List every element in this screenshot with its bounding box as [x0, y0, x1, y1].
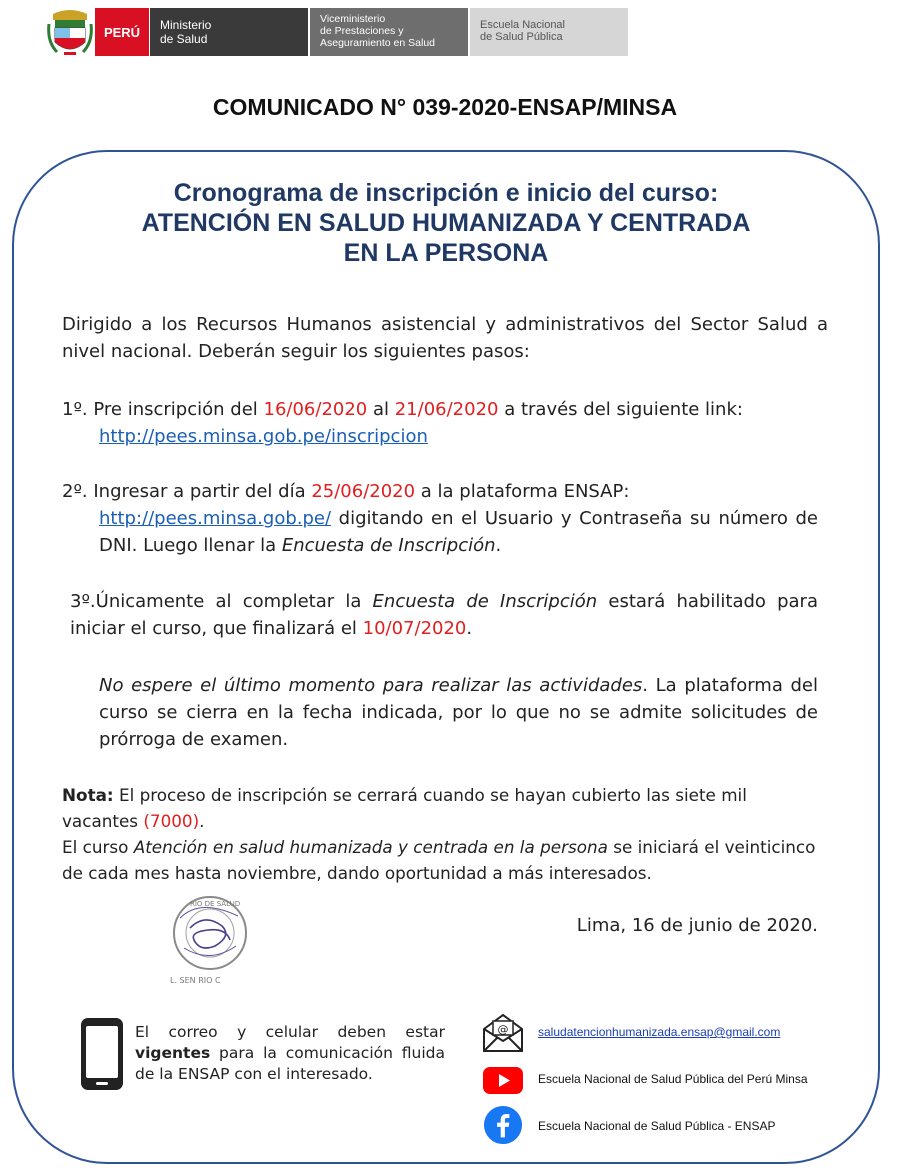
course-title	[60, 178, 832, 268]
nota-text2-rest: se iniciará el veinticinco de cada mes hasta noviembre, dando oportunidad a más interesados.	[62, 837, 816, 883]
facebook-contact[interactable]: Escuela Nacional de Salud Pública - ENSAP	[538, 1119, 776, 1133]
escuela-badge	[470, 8, 628, 56]
title-line1: Cronograma de inscripción e inicio del curso:	[173, 179, 719, 207]
nota-vacantes: (7000)	[143, 811, 200, 831]
step-2	[62, 478, 818, 559]
peru-badge	[95, 8, 149, 56]
nota-text2-italic: Atención en salud humanizada y centrada en la persona	[133, 837, 608, 857]
step3-prefix: 3º.Únicamente al completar la	[70, 591, 373, 612]
youtube-contact[interactable]: Escuela Nacional de Salud Pública del Perú Minsa	[538, 1072, 808, 1086]
warning-italic: No espere el último momento para realizar las actividades	[99, 675, 643, 696]
nota-text2-prefix: El curso	[62, 837, 134, 857]
comunicado-title: COMUNICADO N° 039-2020-ENSAP/MINSA	[212, 94, 678, 120]
peru-coat-of-arms-icon	[47, 8, 93, 58]
step2-prefix: 2º. Ingresar a partir del día	[62, 481, 312, 502]
step1-date-end: 21/06/2020	[394, 399, 499, 420]
seal-top-text: RIO DE SALUD	[190, 900, 241, 908]
step3-italic: Encuesta de Inscripción	[372, 591, 598, 612]
facebook-icon	[482, 1105, 524, 1145]
nota-text1: El proceso de inscripción se cerrará cuando se hayan cubierto las siete mil vacantes	[62, 785, 747, 831]
vice-line1: Viceministerio	[320, 13, 386, 25]
intro-paragraph: Dirigido a los Recursos Humanos asistencial y administrativos del Sector Salud a nivel nacional. Deberán seguir los siguientes pasos:	[62, 314, 828, 362]
step-3	[70, 588, 818, 642]
ministerio-line1: Ministerio	[160, 18, 212, 32]
official-seal-signature	[160, 888, 280, 988]
nota-text1-end: .	[199, 811, 205, 831]
step2-date: 25/06/2020	[311, 481, 416, 502]
svg-text:@: @	[497, 1023, 509, 1036]
peru-label: PERÚ	[103, 24, 141, 40]
step1-middle: al	[367, 399, 395, 420]
youtube-icon	[482, 1060, 524, 1100]
step3-wrap	[70, 588, 818, 642]
step2-middle: a la plataforma ENSAP:	[415, 481, 630, 502]
nota-paragraph	[62, 782, 822, 886]
phone-text-bold: vigentes	[135, 1044, 211, 1062]
email-link[interactable]: saludatencionhumanizada.ensap@gmail.com	[538, 1025, 781, 1039]
title-line2: ATENCIÓN EN SALUD HUMANIZADA Y CENTRADA	[141, 209, 751, 237]
content-frame	[12, 150, 880, 1164]
vice-line3: Aseguramiento en Salud	[320, 37, 435, 49]
nota-label: Nota:	[62, 785, 114, 805]
step1-prefix: 1º. Pre inscripción del	[62, 399, 264, 420]
step3-date: 10/07/2020	[362, 618, 467, 639]
escuela-line1: Escuela Nacional	[480, 19, 565, 31]
vice-line2: de Prestaciones y	[320, 25, 404, 37]
phone-notice	[135, 1022, 445, 1085]
warning-rest: . La plataforma del curso se cierra en la fecha indicada, por lo que no se admite solicitudes de prórroga de examen.	[99, 675, 818, 750]
step2-italic: Encuesta de Inscripción	[281, 535, 496, 556]
phone-text-rest: para la comunicación fluida de la ENSAP con el interesado.	[135, 1044, 445, 1083]
phone-text-prefix: El correo y celular deben estar	[135, 1023, 445, 1041]
step2-end: .	[495, 535, 502, 556]
inscripcion-link[interactable]: http://pees.minsa.gob.pe/inscripcion	[99, 426, 428, 447]
title-line3: EN LA PERSONA	[343, 239, 549, 267]
ministerio-badge	[150, 8, 308, 56]
step1-date-start: 16/06/2020	[263, 399, 368, 420]
email-contact	[538, 1025, 780, 1039]
step2-rest: digitando en el Usuario y Contraseña su número de DNI. Luego llenar la	[99, 508, 818, 556]
seal-bottom-text: L. SEN RIO C	[170, 976, 221, 985]
pees-link[interactable]: http://pees.minsa.gob.pe/	[99, 508, 332, 529]
email-icon	[482, 1013, 524, 1053]
step1-suffix: a través del siguiente link:	[498, 399, 743, 420]
step3-end: .	[466, 618, 473, 639]
step3-middle: estará habilitado para iniciar el curso, que finalizará el	[70, 591, 818, 639]
step-1	[62, 396, 828, 450]
viceministerio-badge	[310, 8, 468, 56]
ministerio-line2: de Salud	[160, 32, 208, 46]
escuela-line2: de Salud Pública	[480, 31, 563, 43]
fecha-line: Lima, 16 de junio de 2020.	[576, 915, 818, 936]
step2-body	[62, 505, 818, 559]
mobile-phone-icon	[80, 1017, 124, 1091]
warning-paragraph	[99, 672, 818, 753]
